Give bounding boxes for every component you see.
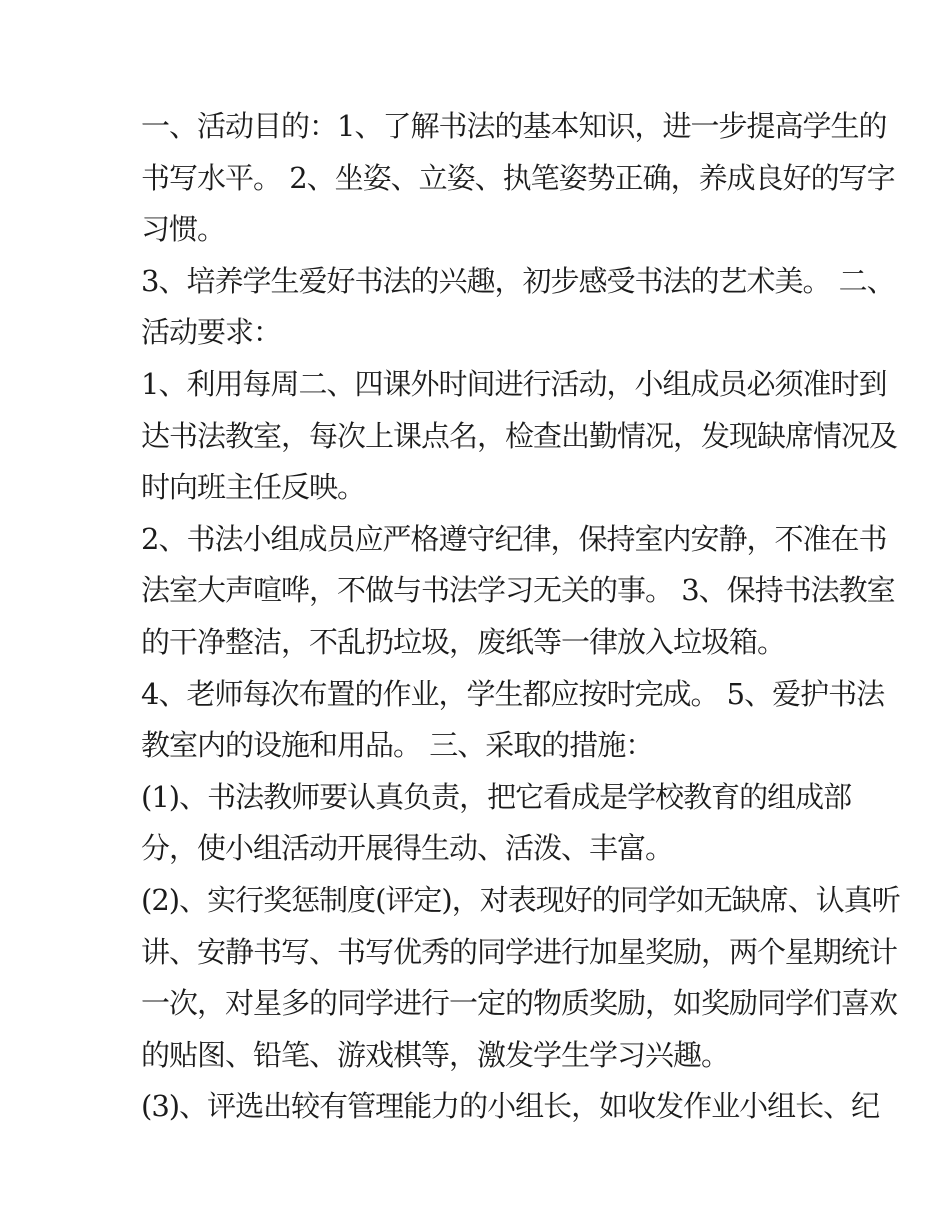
document-text-block — [141, 101, 900, 1133]
text-line: 4、老师每次布置的作业，学生都应按时完成。 5、爱护书法 — [141, 676, 885, 711]
text-line: (2)、实行奖惩制度(评定)，对表现好的同学如无缺席、认真听 — [141, 882, 900, 917]
text-line: 一次，对星多的同学进行一定的物质奖励，如奖励同学们喜欢 — [141, 986, 898, 1021]
text-line: 书写水平。 2、坐姿、立姿、执笔姿势正确，养成良好的写字 — [141, 160, 895, 195]
text-line: 教室内的设施和用品。 三、采取的措施： — [141, 728, 654, 763]
text-line: 时向班主任反映。 — [141, 470, 366, 505]
text-line: 法室大声喧哗，不做与书法学习无关的事。 3、保持书法教室 — [141, 573, 895, 608]
text-line: 3、培养学生爱好书法的兴趣，初步感受书法的艺术美。 二、 — [141, 263, 895, 298]
text-line: (1)、书法教师要认真负责，把它看成是学校教育的组成部 — [141, 779, 852, 814]
text-line: 2、书法小组成员应严格遵守纪律，保持室内安静，不准在书 — [141, 521, 887, 556]
text-line: 1、利用每周二、四课外时间进行活动，小组成员必须准时到 — [141, 366, 887, 401]
text-line: 达书法教室，每次上课点名，检查出勤情况，发现缺席情况及 — [141, 418, 898, 453]
text-line: 的贴图、铅笔、游戏棋等，激发学生学习兴趣。 — [141, 1037, 730, 1072]
text-line: 分，使小组活动开展得生动、活泼、丰富。 — [141, 831, 674, 866]
text-line: 的干净整洁，不乱扔垃圾，废纸等一律放入垃圾箱。 — [141, 624, 786, 659]
text-line: 习惯。 — [141, 212, 226, 247]
text-line: 讲、安静书写、书写优秀的同学进行加星奖励，两个星期统计 — [141, 934, 898, 969]
text-line: 一、活动目的：1、了解书法的基本知识，进一步提高学生的 — [141, 109, 887, 143]
text-line: (3)、评选出较有管理能力的小组长，如收发作业小组长、纪 — [141, 1089, 880, 1124]
text-line: 活动要求： — [141, 315, 282, 350]
